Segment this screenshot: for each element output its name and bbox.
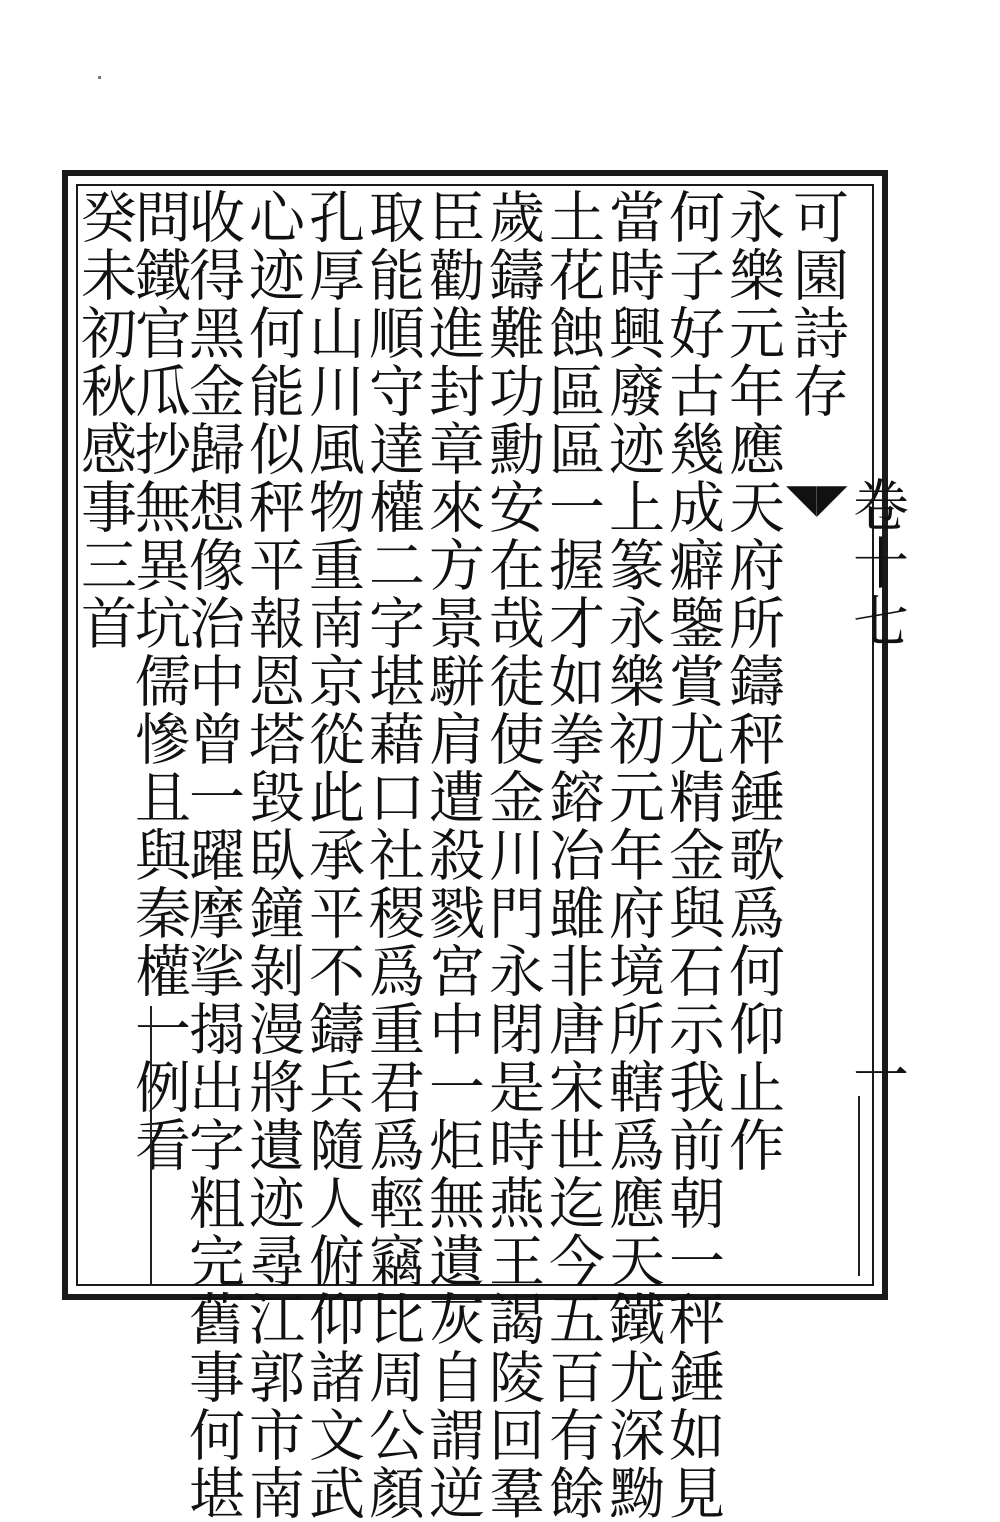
text-column-12: 癸未初秋感事三首: [72, 188, 137, 652]
text-column-4: 土花蝕區區一握才如拳鎔冶雖非唐宋世迄今五百有餘: [540, 188, 605, 1522]
text-column-2: 何子好古幾成癖鑒賞尤精金與石示我前朝一秤錘如見: [660, 188, 725, 1522]
fold-mark-icon: ◥◤: [786, 476, 848, 522]
margin-volume: 卷十七: [844, 476, 909, 650]
margin-rule: [858, 1096, 860, 1276]
text-column-9: 心迹何能似秤平報恩塔毀臥鐘剝漫將遺迹尋江郭市南: [240, 188, 305, 1522]
text-column-8: 孔厚山川風物重南京從此承平不鑄兵隨人俯仰諸文武: [300, 188, 365, 1522]
page-frame: [62, 170, 909, 1522]
text-column-3: 當時興廢迹上篆永樂初元年府境所轄爲應天鐵尤深黝: [600, 188, 665, 1522]
text-column-5: 歲鑄難功勳安在哉徒使金川門永閉是時燕王謁陵回羣: [480, 188, 545, 1522]
text-column-7: 取能順守達權二字堪藉口社稷爲重君爲輕竊比周公顏: [360, 188, 425, 1522]
ink-speck: [98, 76, 101, 79]
column-rule: [150, 1006, 152, 1286]
text-column-10: 收得黑金歸想像治中曾一躍摩挲搨出字粗完舊事何堪: [180, 188, 245, 1522]
margin-title: 可園詩存: [784, 188, 849, 420]
text-column-11: 問鐵官瓜抄無異坑儒慘且與秦權一例看: [126, 188, 191, 1174]
text-column-6: 臣勸進封章來方景駢肩遭殺戮宮中一炬無遺灰自謂逆: [420, 188, 485, 1522]
margin-leaf-number: 一: [844, 1046, 909, 1104]
text-column-1: 永樂元年應天府所鑄秤錘歌爲何仰止作: [720, 188, 785, 1174]
